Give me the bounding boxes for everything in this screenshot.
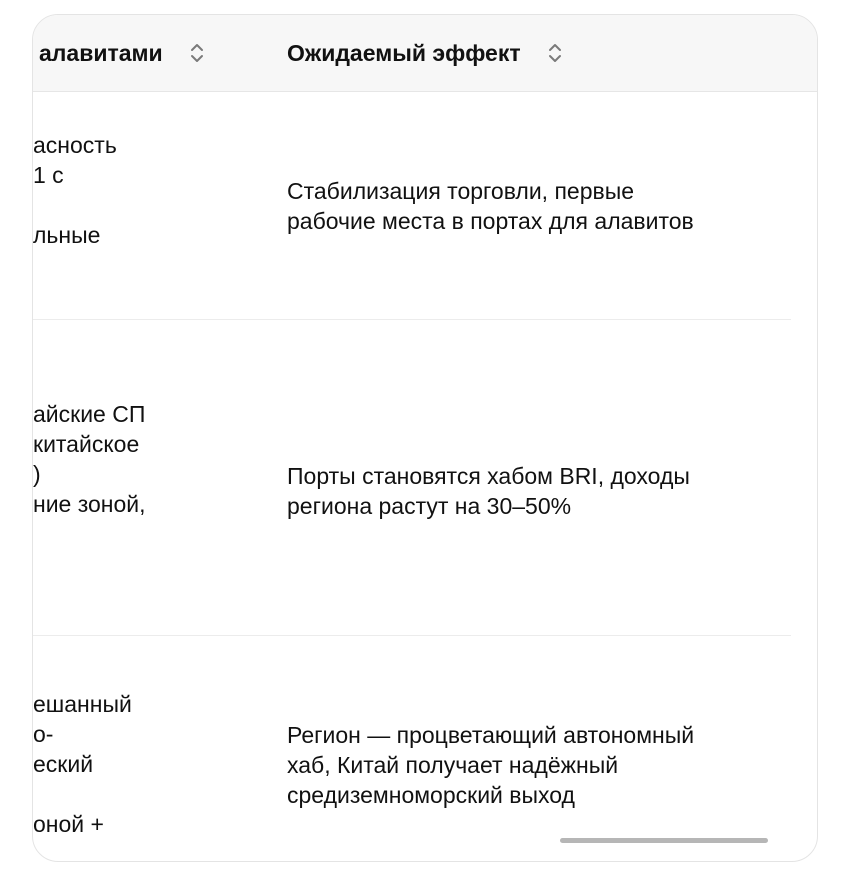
cell-line [33,190,117,220]
cell-line: еский [33,751,94,777]
cell-line: Регион — процветающий автономный [287,722,695,748]
cell-line: 1 с [33,162,64,188]
cell-line: ешанный [33,691,132,717]
cell-line: оной + [33,811,104,837]
table-header [33,15,817,92]
table-cell-expected-effect [287,720,694,810]
cell-line: Порты становятся хабом BRI, доходы [287,463,690,489]
table-card [32,14,818,862]
cell-line: средиземноморский выход [287,782,575,808]
cell-line: рабочие места в портах для алавитов [287,208,694,234]
column-header-label: Ожидаемый эффект [287,39,521,66]
column-header-expected-effect[interactable] [287,15,563,91]
horizontal-scrollbar[interactable] [560,838,768,843]
cell-line: региона растут на 30–50% [287,493,572,519]
cell-line: асность [33,132,117,158]
column-header-label: алавитами [39,39,163,66]
column-header-alawites[interactable] [39,15,205,91]
cell-line: ) [33,461,41,487]
cell-line: китайское [33,431,140,457]
cell-line: айские СП [33,401,146,427]
cell-line: льные [33,222,101,248]
cell-line: Стабилизация торговли, первые [287,178,635,204]
table-cell-alawites [33,130,273,254]
cell-line: ние зоной, [33,491,146,517]
sort-icon[interactable] [547,42,563,64]
cell-line [33,779,132,809]
cell-line: о- [33,721,54,747]
table-cell-expected-effect [287,461,690,521]
table-row [33,636,791,862]
table-cell-alawites [33,689,273,843]
sort-icon[interactable] [189,42,205,64]
table-cell-expected-effect [287,176,694,236]
cell-line: хаб, Китай получает надёжный [287,752,619,778]
table-cell-alawites [33,399,273,523]
table-row [33,320,791,636]
table-row [33,92,791,320]
